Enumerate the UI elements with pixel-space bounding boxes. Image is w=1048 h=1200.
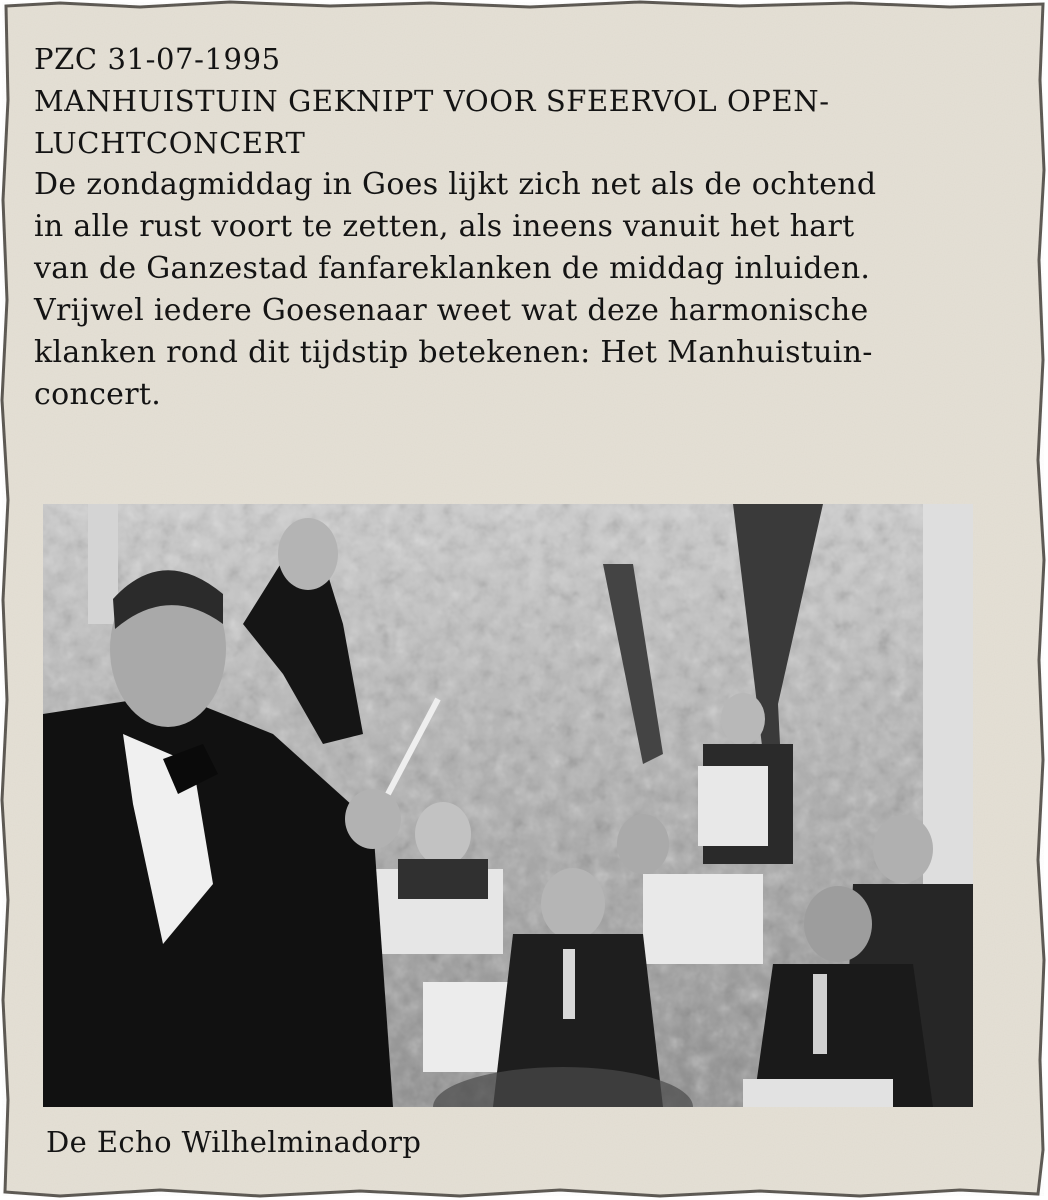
body-line-1: De zondagmiddag in Goes lijkt zich net als de ochtend: [34, 167, 877, 202]
article-text: [34, 38, 1024, 416]
headline-line-2: LUCHTCONCERT: [34, 126, 306, 160]
body-line-2: in alle rust voort te zetten, als ineens vanuit het hart: [34, 209, 855, 244]
body-line-6: concert.: [34, 377, 162, 412]
photo-caption: De Echo Wilhelminadorp: [46, 1125, 422, 1159]
body-line-5: klanken rond dit tijdstip betekenen: Het Manhuistuin-: [34, 335, 873, 370]
concert-photo: [43, 504, 973, 1107]
body-line-4: Vrijwel iedere Goesenaar weet wat deze harmonische: [34, 293, 869, 328]
body-line-3: van de Ganzestad fanfareklanken de middag inluiden.: [34, 251, 871, 286]
headline-line-1: MANHUISTUIN GEKNIPT VOOR SFEERVOL OPEN-: [34, 84, 830, 118]
source-date-line: PZC 31-07-1995: [34, 42, 281, 76]
music-stand: [698, 766, 768, 846]
